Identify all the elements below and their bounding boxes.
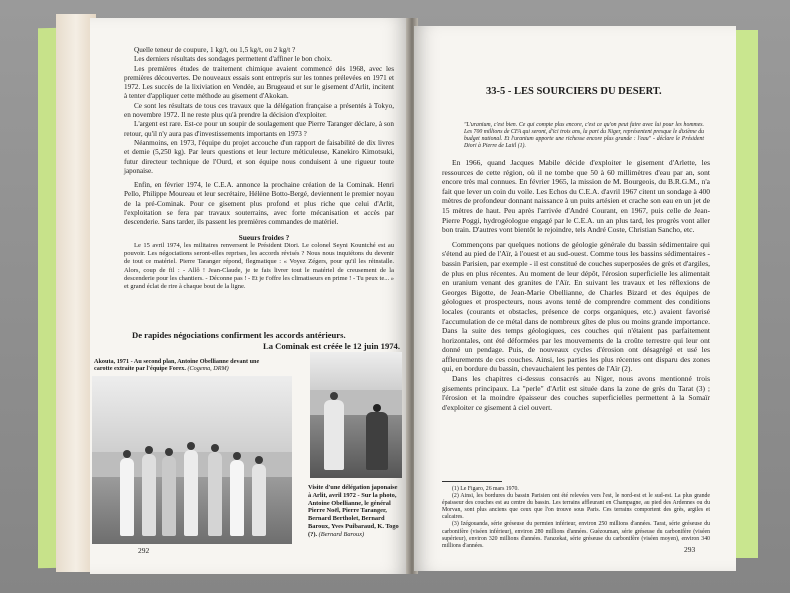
photo-1-person: [184, 450, 198, 536]
left-para-2: Les derniers résultats des sondages permettent d'affiner le bon choix.: [134, 55, 332, 64]
left-para-3: Les premières études de traitement chimique avaient commencé dès 1968, avec les premières découvertes. De nouveaux essais sont entrepris sur les tonnes prélevées en 1971 et 1972. Les succès de la lixiviation en Vendée, au Brugeaud et sur le gisement d'Arlit, incitent à tenter d'appliquer cette méthode au gisement d'Akokan.: [124, 64, 394, 101]
photo-1-person: [208, 452, 222, 536]
right-para-1: En 1966, quand Jacques Mabile décide d'exploiter le gisement d'Arlette, les ressources de cette région, où il ne tombe que 50 à 60 millimètres d'eau par an, sont encore très mal connues. En février 1965, la mission de M. Bourgeois, du B.R.G.M., n'a fait que lever un coin du voile. Les Echos du C.E.A. d'avril 1967 citent un sondage à 400 mètres de profondeur donnant naissance à un puits artésien et crache son eau en un jet de 15 mètres de haut. Peu après l'arrivée d'André Courant, en 1967, puis celle de Jean-Pierre Poggi, hydrogéologue engagé par le C.E.A. un an plus tard, les progrès vont aller bon train. D'autres vont bientôt le rejoindre, tels André Coste, Christian Sancho, etc.: [442, 158, 710, 235]
epigraph: "L'uranium, c'est bien. Ce qui compte plus encore, c'est ce qu'on peut faire avec lui pour les hommes. Les 700 millions de CFA qui seront, d'ici trois ans, la part du Niger, représentent presque le dixième du budget national. Et l'uranium apporte une richesse encore plus grande : l'eau" - déclare le Président Diori à Pierre de Laiil (1).: [464, 122, 704, 150]
left-subheading-2: La Cominak est créée le 12 juin 1974.: [262, 341, 400, 351]
chapter-title: 33-5 - LES SOURCIERS DU DESERT.: [486, 86, 662, 97]
right-page: [414, 26, 736, 571]
footnotes: [442, 486, 710, 550]
left-para-8: Le 15 avril 1974, les militaires renversent le Président Diori. Le colonel Seyni Kountché est au pouvoir. Les négociations seront-elles reprises, les accords révisés ? Nous nous inquiétons du devenir de tout ce matériel. Pierre Taranger répond, flegmatique : « Voyez Zégers, pour qu'il les réinstalle. Alors, coup de fil : - Allô ! Jean-Claude, je te fais livrer tout le matériel de creusement de la descenderie pour les chantiers. - Déconne pas ! - Et je t'offre les climatiseurs en prime ! - Tu peux te... » et grand éclat de rire à chaque bout de la ligne.: [124, 241, 394, 290]
photo-1-person: [120, 458, 134, 536]
left-page: [90, 18, 410, 574]
photo-2-person: [324, 400, 344, 470]
left-para-7: Enfin, en février 1974, le C.E.A. annonce la prochaine création de la Cominak. Henri Pello, Philippe Moureau et leur secrétaire, Hélène Botto-Bergé, deviennent le premier noyau de la pré-Cominak. Pour ce gisement plus profond et plus riche que celui d'Arlit, l'exploitation se fera par travaux souterrains, avec forte mécanisation et accès par descenderie. Sans tarder, ils passent les premières commandes de matériel.: [124, 181, 394, 227]
left-section-heading: Sueurs froides ?: [238, 232, 290, 242]
left-para-6: Néanmoins, en 1973, l'équipe du projet accouche d'un rapport de faisabilité de dix livres et demie (5,250 kg). Par leurs questions et leur lecture méticuleuse, Kanekiro Kimotsuki, futur directeur technique de l'Ourd, et son équipe nous conduisent à une rigueur toute japonaise.: [124, 138, 394, 175]
photo-1-person: [162, 456, 176, 536]
page-number-right: 293: [684, 545, 696, 554]
right-text-block: [442, 158, 710, 412]
photo-1-person: [230, 460, 244, 536]
photo-1-sky: [92, 376, 292, 452]
right-para-3: Dans les chapitres ci-dessus consacrés au Niger, nous avons mentionné trois gisements principaux. La "perle" d'Arlit est située dans la zone de grès du Tarat (3) ; l'érosion et la moindre épaisseur des couches superficielles permettent à la Somaïr d'exploiter ce gisement à ciel ouvert.: [442, 374, 710, 412]
page-number-left: 292: [138, 546, 150, 555]
photo-1-credit: (Cogema, DRM): [187, 365, 229, 373]
photo-1-caption: [94, 358, 272, 373]
photo-1-person: [142, 454, 156, 536]
left-para-5: L'argent est rare. Est-ce pour un soupir de soulagement que Pierre Taranger déclare, à son retour, qu'il n'y aura pas d'investissements importants en 1973 ?: [124, 120, 394, 138]
photo-2-credit: (Bernard Baroux): [318, 530, 365, 538]
footnote-3: (3) Izégouanda, série gréseuse du permien inférieur, environ 250 millions d'années. Tarat, série gréseuse du carbonifère (viséen inférieur), environ 280 millions d'années. Guézouman, série gréseuse du carbonifère (viséen supérieur), environ 320 millions d'années. Farazekat, série gréseuse du carbonifère (viséen moyen), environ 340 millions d'années.: [442, 521, 710, 549]
left-para-1: Quelle teneur de coupure, 1 kg/t, ou 1,5 kg/t, ou 2 kg/t ?: [134, 46, 296, 54]
left-text-block: [124, 46, 394, 291]
photo-group-akouta: [92, 376, 292, 544]
footnote-rule: [442, 481, 502, 482]
photo-japanese-delegation: [310, 352, 402, 478]
footnote-2: (2) Ainsi, les bordures du bassin Parisien ont été relevées vers l'est, le nord-est et le sud-est. La plus grande épaisseur des couches est au centre du bassin. Les terrains affleurant en Champagne, au pied des Ardennes ou du Morvan, sont plus anciens que ceux que l'on trouve sous Paris. Ces terrains comportent des grès, argiles et calcaires.: [442, 493, 710, 521]
photo-2-caption-text: Visite d'une délégation japonaise à Arlit, avril 1972 - Sur la photo, Antoine Obellianne, le général Pierre Noël, Pierre Taranger, Bernard Bertholet, Bernard Baroux, Yves Puibaraud, K. Togo (?).: [308, 484, 399, 538]
photo-2-sky: [310, 352, 402, 390]
photo-2-person: [366, 412, 388, 470]
left-subheading-1: De rapides négociations confirment les accords antérieurs.: [132, 330, 346, 340]
photo-2-caption: [308, 484, 400, 539]
left-para-4: Ce sont les résultats de tous ces travaux que la délégation française a présentés à Tokyo, en novembre 1972. Il ne reste plus qu'à prendre la décision d'exploiter.: [124, 101, 394, 120]
footnote-1: (1) Le Figaro, 26 mars 1970.: [452, 486, 519, 492]
photo-1-caption-text: Akouta, 1971 - Au second plan, Antoine Obellianne devant une carotte extraite par l'équipe Forex.: [94, 358, 260, 373]
right-para-2: Commençons par quelques notions de géologie générale du bassin sédimentaire qui s'étend au pied de l'Aïr, à l'ouest et au sud-ouest. Comme tous les bassins sédimentaires - bassin Parisien, par exemple - il est constitué de couches superposées de grès et d'argiles, de plus en plus récentes. Au moment de leur dépôt, l'érosion superficielle les alimentait en uranium venant des granites de l'Aïr. En suivant les travaux et les réflexions de Georges Bigotte, de Jean-Marie Obellianne, de Charles Bizard et des équipes de géologues et prospecteurs, nous avons tenté de comprendre comment des conditions locales (courants et obstacles, présence de corps organiques, etc.) avaient favorisé l'accumulation de ce métal dans de nombreux gîtes de plus ou moins grande importance. Dans la suite des temps géologiques, ces couches qui n'étaient pas parfaitement horizontales, ont été déformées par les mouvements de la croûte terrestre qui leur ont donné un pendage. Puis, de nouveaux cycles d'érosion ont désagrégé et usé les affleurements de ces couches. Ainsi, les parties les plus récentes ont disparu des zones qui, en bordure du bassin, chevauchaient les pentes de l'Aïr (2).: [442, 239, 710, 374]
photo-1-person: [252, 464, 266, 536]
